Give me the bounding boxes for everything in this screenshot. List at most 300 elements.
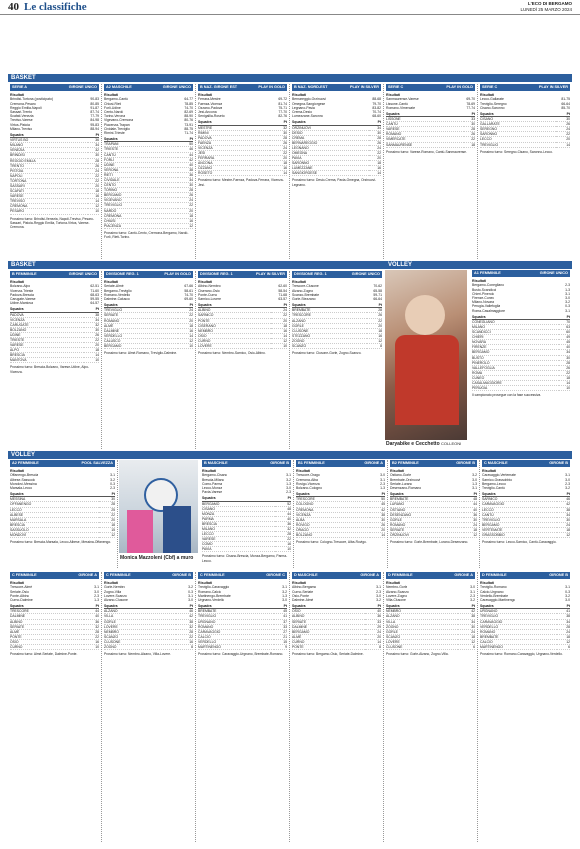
next-round: Prossimo turno: Mestre-Faenza, Padova-Ferrara, Vicenza-Jesi. (198, 178, 284, 187)
team-points: 26 (369, 140, 381, 145)
match-score: 1-3 (472, 481, 477, 486)
team-name: TREVIGLIO (104, 203, 178, 208)
team-points: 30 (557, 517, 570, 522)
header-points: Pt (270, 120, 287, 125)
team-name: CREMONA (104, 213, 178, 218)
team-points: 26 (178, 193, 193, 198)
match-score: 88-68 (372, 97, 381, 102)
team-name: BERGAMO (482, 522, 557, 527)
column-header (104, 572, 193, 579)
team-name: ORZINUOVI (390, 532, 464, 537)
team-points: 34 (557, 512, 570, 517)
team-points: 36 (275, 521, 291, 526)
team-points: 28 (178, 188, 193, 193)
standings-column (470, 270, 572, 448)
team-name: PADOVA (198, 135, 270, 140)
team-name: RIETI (104, 172, 178, 177)
league-title: D MASCHILE (294, 573, 318, 577)
header-team: Squadra (198, 604, 274, 609)
league-tag: GIRONE B (549, 461, 568, 465)
match-score: 82-76 (278, 114, 287, 119)
match-score: 2-3 (380, 481, 385, 486)
match-score: 71-60 (90, 288, 99, 293)
match-score: 81-75 (561, 97, 570, 102)
team-name: ORZINUOVI (292, 125, 369, 130)
team-points: 22 (88, 173, 99, 178)
match-teams: Cremona-Pesaro (10, 101, 36, 106)
team-name: SARONNO (480, 132, 556, 137)
standings-table (482, 492, 570, 538)
team-name: CURNO (10, 644, 84, 649)
team-name: VERTEMATE (482, 527, 557, 532)
header-team: Squadra (10, 133, 88, 138)
team-name: ROMANO (198, 624, 274, 629)
team-name: PAVIA (292, 156, 369, 161)
team-name: VERONA (104, 167, 178, 172)
team-name: LECCO (202, 532, 275, 537)
match-teams: Virtus-Pistoia (10, 122, 30, 127)
team-name: VERDELLO (198, 639, 274, 644)
team-points: 18 (369, 161, 381, 166)
match-teams: Caravaggio-Vertemate (482, 473, 516, 478)
player-right-shape (163, 506, 191, 553)
standings-table (296, 492, 385, 538)
league-title: DIVISIONE REG. 1 (106, 272, 139, 276)
match-score: 71-68 (278, 292, 287, 297)
team-points: 10 (84, 644, 99, 649)
team-points: 14 (369, 171, 381, 176)
team-points: 27 (274, 629, 287, 634)
team-points: 14 (88, 199, 99, 204)
team-points: 42 (176, 614, 193, 619)
team-name: CHIUSI (104, 218, 178, 223)
team-points: 24 (557, 629, 570, 634)
team-name: ALMÈ (10, 629, 84, 634)
match-teams: Treviglio-Cantù (482, 486, 505, 491)
column-header (296, 460, 385, 467)
team-name: ALZANO (104, 609, 176, 614)
match-teams: Caravaggio-Martinengo (480, 598, 516, 603)
standings-column (480, 460, 572, 568)
match-score: 71-74 (184, 131, 193, 136)
match-teams: Ozzano-Padova (198, 105, 223, 110)
team-points: 16 (88, 194, 99, 199)
next-round: Prossimo turno: Romano-Caravaggio, Urgnano-Verdello. (480, 652, 563, 657)
header-points: Pt (178, 137, 193, 142)
standings-row (198, 171, 287, 176)
match-teams: Brembate-Orzinuovi (390, 477, 421, 482)
team-name: GORLE (292, 323, 367, 328)
match-teams: Carugate-Varese (10, 297, 36, 302)
team-name: OSIO (292, 609, 365, 614)
next-round: Prossimo turno: Cologno-Trescore, Alba-Rovigo. (296, 540, 367, 545)
team-name: SCANDICCI (472, 330, 559, 335)
match-teams: Ostiano-Gorle (390, 473, 412, 478)
team-points: 45 (370, 502, 385, 507)
team-points: 18 (178, 213, 193, 218)
match-score: 3-0 (286, 486, 291, 491)
column-header (198, 271, 287, 278)
match-score: 3-1 (565, 291, 570, 296)
team-points: 50 (178, 142, 193, 147)
match-score: 3-1 (565, 473, 570, 478)
team-points: 29 (365, 624, 381, 629)
photo-volley-block (119, 460, 198, 553)
results-label: Risultati (10, 93, 25, 97)
team-name: JESI (198, 150, 270, 155)
team-name: RIMINI (198, 130, 270, 135)
team-points: 6 (557, 644, 570, 649)
team-name: PESARO (10, 209, 88, 214)
standings-column (384, 84, 478, 259)
team-name: ALPO (10, 348, 84, 353)
results-label: Risultati (292, 93, 307, 97)
team-points: 28 (88, 158, 99, 163)
team-name: CHIERI (472, 335, 559, 340)
match-score: 0-3 (110, 481, 115, 486)
match-teams: Ciserano-Osio (198, 288, 220, 293)
team-points: 30 (556, 117, 570, 122)
team-name: ROMANO (480, 629, 557, 634)
results-label: Risultati (104, 280, 119, 284)
league-title: SERIE A (12, 85, 28, 89)
match-score: 88-90 (184, 114, 193, 119)
team-name: STEZZANO (292, 333, 367, 338)
league-title: B2 FEMMINILE (392, 461, 419, 465)
team-points: 10 (178, 343, 193, 348)
team-name: GORLE (386, 629, 458, 634)
team-name: TRESCORE (296, 497, 370, 502)
team-name: GORLE (104, 619, 176, 624)
results-label: Risultati (480, 93, 495, 97)
team-name: VARESE (10, 194, 88, 199)
team-points: 40 (464, 507, 477, 512)
header-points: Pt (367, 303, 382, 308)
team-name: LECCO (480, 137, 556, 142)
match-score: 80-85 (90, 101, 99, 106)
league-tag: GIRONE C (266, 573, 285, 577)
team-name: CURNO (292, 639, 365, 644)
team-name: BREMBATE (292, 308, 367, 313)
team-name: CENTO (104, 183, 178, 188)
team-points: 12 (271, 338, 287, 343)
standings-column (8, 271, 102, 449)
team-name: TRIESTE (10, 337, 84, 342)
results-label: Risultati (292, 581, 307, 585)
photo-caption-text: Daryabike e Cecchetto (386, 441, 440, 447)
league-tag: GIRONE A (454, 573, 473, 577)
team-points: 20 (84, 343, 99, 348)
team-name: PONTE (198, 318, 271, 323)
team-name: PAVIA (202, 547, 275, 552)
team-points: 42 (458, 609, 475, 614)
team-points: 24 (88, 168, 99, 173)
team-name: ALBINO (10, 619, 84, 624)
league-title: DIVISIONE REG. 1 (294, 272, 327, 276)
standings-table (386, 112, 475, 148)
match-score: 63-57 (278, 297, 287, 302)
standings-column (200, 460, 294, 568)
team-name: BREMBATE (198, 609, 274, 614)
team-points: 24 (271, 308, 287, 313)
column-header (480, 84, 570, 91)
match-teams: Bolzano-Alpo (10, 284, 31, 289)
team-points: 34 (559, 350, 570, 355)
match-score: 83-82 (372, 105, 381, 110)
match-teams: Treviso-Varese (10, 118, 33, 123)
team-points: 28 (176, 629, 193, 634)
results-label: Risultati (10, 280, 25, 284)
match-score: 3-1 (188, 593, 193, 598)
match-score: 85-70 (561, 105, 570, 110)
match-score: 77-79 (90, 114, 99, 119)
brand-name: L'ECO DI BERGAMO (527, 1, 572, 6)
standings-table (292, 604, 381, 650)
team-name: CASALMAGGIORE (472, 381, 559, 386)
column-header (10, 271, 99, 278)
team-points: 26 (370, 522, 385, 527)
next-round: Prossimo turno: Clusone-Gorle, Zogno-Scanzo. (292, 351, 362, 356)
team-points: 26 (464, 132, 475, 137)
next-round: Prossimo turno: Almè-Seriate, Dalmine-Ponte. (10, 652, 78, 657)
team-name: VENEZIA (10, 148, 88, 153)
match-score: 3-2 (565, 486, 570, 491)
header-team: Squadra (104, 303, 178, 308)
match-score: 3-1 (380, 477, 385, 482)
team-name: DALMINE (10, 614, 84, 619)
team-name: MILANO (10, 143, 88, 148)
next-round: Prossimo turno: Cantù-Cento, Cremona-Bergamo, Nardò-Forlì, Rieti-Torino. (104, 230, 189, 240)
match-teams: Cento-Nardò (104, 110, 124, 115)
team-name: OFFANENGO (10, 502, 99, 507)
match-teams: Firenze-Cuneo (472, 296, 495, 301)
team-name: BERNAREGGIO (292, 140, 369, 145)
next-round: Prossimo turno: Cisano-Brescia, Monza-Bergamo, Parma-Lecco. (202, 554, 288, 563)
team-points: 26 (88, 163, 99, 168)
team-name: MESTRE (198, 125, 270, 130)
team-points: 28 (557, 624, 570, 629)
match-teams: Treviglio-Caravaggio (198, 585, 230, 590)
team-points: 24 (270, 145, 287, 150)
header-points: Pt (84, 604, 99, 609)
match-score: 3-1 (110, 473, 115, 478)
team-name: DESIO (292, 130, 369, 135)
team-name: NARDÒ (104, 208, 178, 213)
team-name: VALLEFOGLIA (472, 365, 559, 370)
match-score: 3-0 (565, 598, 570, 603)
match-teams: Udine-Mantova (10, 301, 33, 306)
team-points: 26 (556, 122, 570, 127)
match-score: 3-2 (188, 585, 193, 590)
team-points: 24 (178, 308, 193, 313)
match-score: 69-70 (466, 97, 475, 102)
league-title: B NAZ. GIRONE EST (200, 85, 238, 89)
team-points: 38 (557, 614, 570, 619)
team-points: 24 (458, 629, 475, 634)
standings-row (386, 142, 475, 147)
team-points: 45 (274, 609, 287, 614)
team-points: 36 (88, 138, 99, 143)
team-points: 24 (178, 198, 193, 203)
team-name: ROMANO (104, 318, 178, 323)
header-points: Pt (370, 492, 385, 497)
header-team: Squadra (386, 112, 464, 117)
team-name: BERGAMO (202, 501, 275, 506)
match-teams: Gorle-Nembro (104, 585, 126, 590)
team-points: 34 (369, 125, 381, 130)
match-score: 3-1 (94, 585, 99, 590)
match-score: 3-2 (565, 593, 570, 598)
match-score: 3-0 (472, 477, 477, 482)
league-title: C FEMMINILE (106, 573, 131, 577)
results-label: Risultati (10, 469, 25, 473)
team-name: MONZA (202, 511, 275, 516)
team-name: FERRARA (198, 156, 270, 161)
league-tag: PLAY IN SILVER (349, 85, 379, 89)
team-points: 15 (99, 527, 115, 532)
standings-row (482, 532, 570, 537)
match-score: 2-3 (286, 490, 291, 495)
standings-column (102, 84, 196, 259)
team-name: CURNO (198, 338, 271, 343)
team-name: CIVIDALE (104, 177, 178, 182)
match-teams: Lovere-Scanzo (104, 593, 127, 598)
match-teams: Legnano-Pavia (292, 105, 315, 110)
team-name: BREMBATE (480, 634, 557, 639)
team-name: NEMBRO (104, 629, 176, 634)
results-label: Risultati (198, 280, 213, 284)
section-band-basket-2: BASKET (8, 261, 572, 269)
team-name: DALMINE (104, 328, 178, 333)
league-tag: GIRONE UNICO (162, 85, 191, 89)
match-score: 87-74 (90, 110, 99, 115)
standings-column (290, 84, 384, 259)
team-name: PERUGIA (472, 386, 559, 391)
team-name: VERDELLO (104, 333, 178, 338)
match-teams: Bergamo-Conegliano (472, 283, 505, 288)
standings-column (102, 271, 196, 449)
team-points: 46 (176, 609, 193, 614)
team-points: 16 (270, 166, 287, 171)
match-score: 58-54 (278, 288, 287, 293)
team-name: CANTÙ (482, 512, 557, 517)
match-score: 73-91 (184, 122, 193, 127)
page-header (0, 0, 580, 15)
team-points: 22 (84, 634, 99, 639)
match-score: 2-3 (94, 593, 99, 598)
standings-row (296, 532, 385, 537)
team-points: 20 (88, 183, 99, 188)
team-name: VICENZA (10, 317, 84, 322)
header-points: Pt (464, 492, 477, 497)
match-score: 0-3 (565, 304, 570, 309)
match-teams: Cremona-Alba (296, 477, 318, 482)
header-team: Squadra (390, 492, 464, 497)
team-points: 33 (274, 624, 287, 629)
match-teams: Bergamo-Cisano (202, 473, 228, 478)
team-points: 28 (84, 629, 99, 634)
team-points: 40 (365, 609, 381, 614)
match-score: 2-3 (376, 589, 381, 594)
team-points: 20 (556, 137, 570, 142)
team-name: BREMBATE (390, 497, 464, 502)
team-name: CALCIO (480, 639, 557, 644)
results-label: Risultati (390, 469, 405, 473)
player-face-shape (405, 295, 445, 335)
standings-column (388, 460, 480, 568)
team-points: 40 (178, 162, 193, 167)
results-label: Risultati (292, 280, 307, 284)
match-teams: Omegna-Sangiorgese (292, 101, 326, 106)
standings-column (290, 572, 384, 842)
match-teams: Gorle-Stezzano (292, 297, 316, 302)
header-points: Pt (557, 604, 570, 609)
match-teams: Seriate-Almè (104, 284, 124, 289)
team-points: 38 (84, 312, 99, 317)
team-points: 24 (557, 522, 570, 527)
team-name: TREVIGLIO (480, 142, 556, 147)
team-name: MILANO (202, 526, 275, 531)
league-tag: PLAY IN SILVER (538, 85, 568, 89)
match-teams: Curno-Dalmine (10, 598, 33, 603)
team-points: 22 (369, 150, 381, 155)
match-score: 3-1 (565, 585, 570, 590)
column-header (104, 84, 193, 91)
team-name: CARUGATE (10, 322, 84, 327)
match-teams: Lovere-Zogno (386, 593, 408, 598)
photo-credit: COLLEONI (441, 441, 462, 446)
team-name: BERGAMO (104, 343, 178, 348)
team-points: 30 (370, 517, 385, 522)
match-teams: Lissone-Cantù (386, 101, 408, 106)
results-label: Risultati (472, 279, 487, 283)
standings-row (202, 547, 291, 552)
league-title: C FEMMINILE (12, 573, 37, 577)
team-points: 10 (88, 209, 99, 214)
team-points: 38 (176, 619, 193, 624)
match-score: 58-61 (184, 288, 193, 293)
team-name: SANMAURENSE (386, 142, 464, 147)
match-teams: Romano-Vimercate (386, 105, 416, 110)
league-title: SERIE C (482, 85, 498, 89)
match-score: 59-71 (373, 292, 382, 297)
team-name: DESENZANO (390, 512, 464, 517)
next-round: Prossimo turno: Brescia-Marsala, Lecco-Albese, Messina-Offanengo. (10, 540, 112, 545)
team-name: ALBINO (292, 614, 365, 619)
team-name: URGNANO (198, 619, 274, 624)
team-points: 12 (557, 639, 570, 644)
team-points: 22 (176, 634, 193, 639)
next-round: Prossimo turno: Seregno-Cisano, Saronno-Lecco. (480, 149, 553, 154)
results-label: Risultati (386, 93, 401, 97)
next-round: Prossimo turno: Gorle-Brembate, Lurano-Desenzano. (390, 540, 469, 545)
team-points: 25 (99, 507, 115, 512)
team-name: TRIESTE (104, 147, 178, 152)
match-teams: Romano-Calcio (198, 589, 222, 594)
team-name: CREMONA (296, 507, 370, 512)
header-team: Squadra (472, 315, 559, 320)
match-teams: Desenzano-Romano (390, 486, 422, 491)
team-name: VERDELLO (480, 624, 557, 629)
match-teams: Treviglio-Romano (480, 585, 507, 590)
team-points: 28 (367, 308, 382, 313)
team-points: 22 (367, 318, 382, 323)
team-points: 18 (458, 634, 475, 639)
team-points: 24 (556, 127, 570, 132)
column-header (292, 572, 381, 579)
section-band-volley-2: VOLLEY (8, 451, 572, 459)
match-teams: Zogno-Villa (104, 589, 122, 594)
